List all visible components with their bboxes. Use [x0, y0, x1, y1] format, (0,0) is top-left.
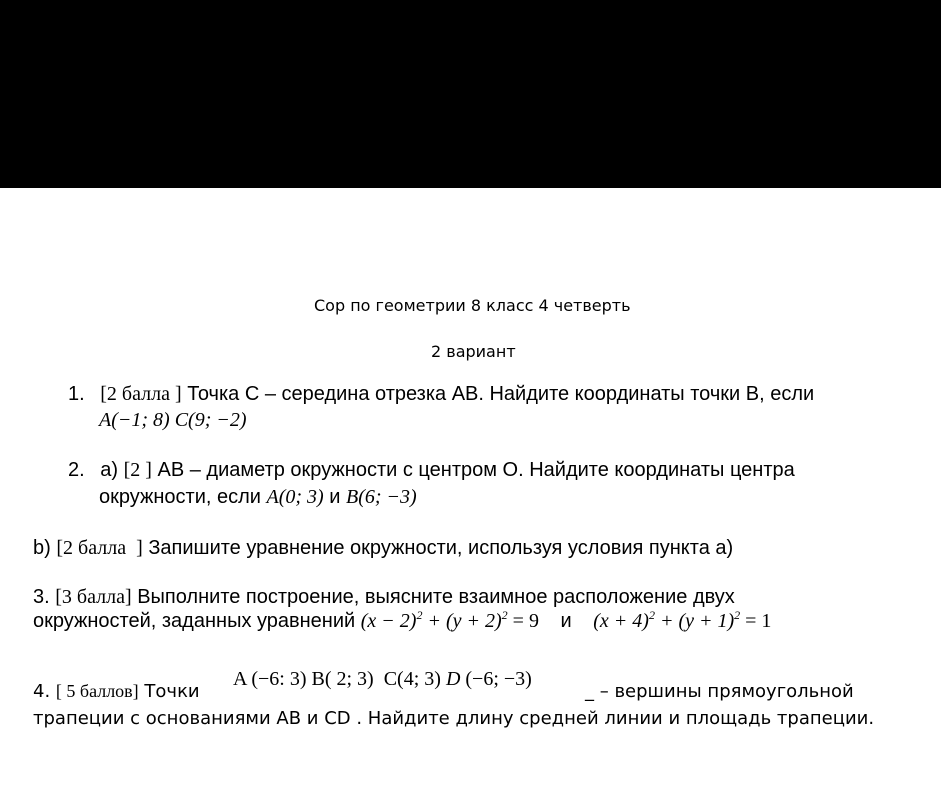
- task-2a-number: 2.: [68, 459, 85, 481]
- task-2a-label: а): [100, 459, 119, 481]
- task-3-line-2: [33, 610, 771, 633]
- task-1-formula: A(−1; 8) C(9; −2): [99, 409, 247, 431]
- task-2a-line-2: [99, 486, 417, 509]
- task-2a-point-a: A(0; 3): [266, 486, 324, 508]
- task-3-equation-2: $(x + 4)^2 + (y + 1)^2 = 1$: [593, 608, 772, 632]
- task-3-text-2: окружностей, заданных уравнений: [33, 610, 356, 632]
- task-2b-line: [33, 537, 733, 560]
- task-1-line-1: [68, 383, 814, 406]
- task-2a-points: [2 ]: [123, 459, 152, 481]
- task-2b-points: [2 балла ]: [56, 537, 143, 559]
- task-2a-point-b: B(6; −3): [346, 486, 417, 508]
- task-4-formula: A (−6: 3) B( 2; 3) C(4; 3) D (−6; −3): [233, 668, 532, 690]
- task-2b-label: b): [33, 537, 51, 559]
- task-3-text: Выполните построение, выясните взаимное расположение двух: [137, 586, 735, 608]
- task-3-conj: и: [560, 610, 572, 632]
- task-4-word: Точки: [144, 681, 200, 702]
- task-4-line-1: [33, 681, 200, 702]
- task-3-equation-1: $(x - 2)^2 + (y + 2)^2 = 9$: [360, 608, 539, 632]
- task-4-points: [ 5 баллов]: [55, 681, 139, 701]
- task-4-number: 4.: [33, 681, 51, 702]
- task-2a-line-1: [68, 459, 795, 482]
- variant-label: 2 вариант: [431, 342, 516, 361]
- black-header-band: [0, 0, 941, 188]
- task-4-text-2: трапеции с основаниями АВ и CD . Найдите длину средней линии и площадь трапеции.: [33, 708, 875, 729]
- task-1-text: Точка С – середина отрезка АВ. Найдите координаты точки В, если: [187, 383, 815, 405]
- task-3-points: [3 балла]: [55, 586, 132, 608]
- task-1-number: 1.: [68, 383, 85, 405]
- task-3-line-1: [33, 586, 735, 609]
- task-1-points: [2 балла ]: [100, 383, 182, 405]
- document-title: Сор по геометрии 8 класс 4 четверть: [314, 296, 631, 315]
- task-4-text: _ – вершины прямоугольной: [585, 681, 854, 702]
- task-2a-text-2: окружности, если: [99, 486, 261, 508]
- task-2b-text: Запишите уравнение окружности, используя условия пункта а): [148, 537, 734, 559]
- task-3-number: 3.: [33, 586, 50, 608]
- task-2a-text: АВ – диаметр окружности с центром О. Найдите координаты центра: [157, 459, 795, 481]
- task-2a-conj: и: [329, 486, 341, 508]
